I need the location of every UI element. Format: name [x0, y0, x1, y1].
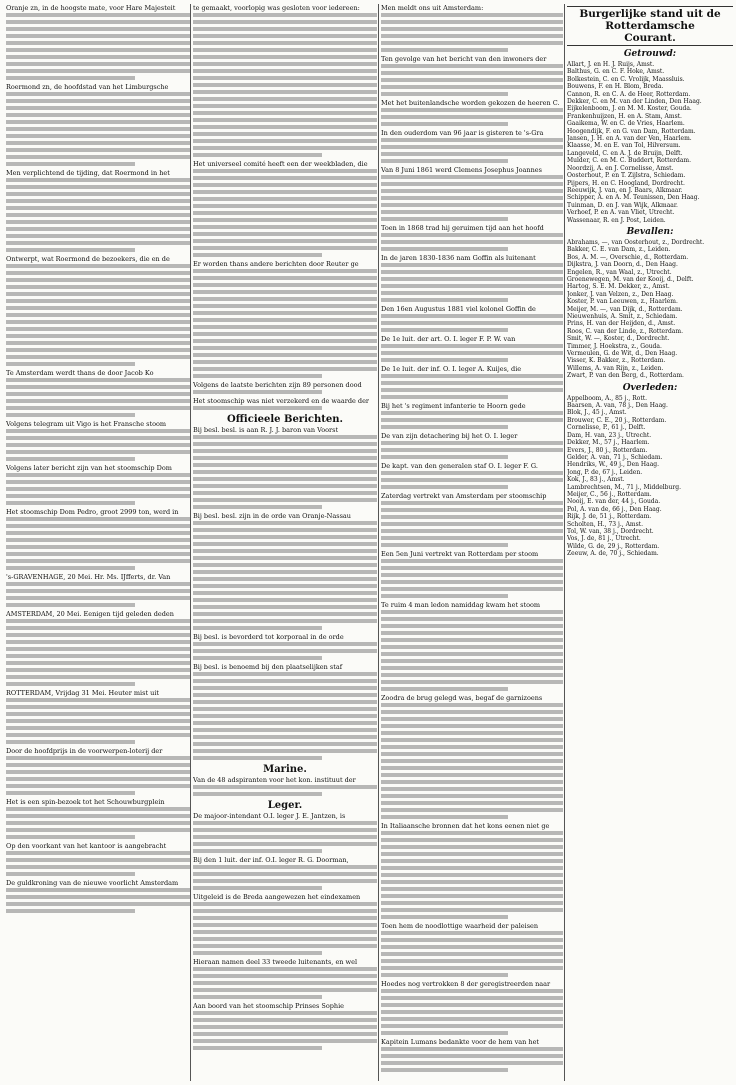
article-lead: Roermond zn, de hoofdstad van het Limburgsche: [6, 83, 169, 91]
registry-entry: Wilde, G. de, 29 j., Rotterdam.: [567, 542, 660, 550]
registry-entry: Eijkelenboom, J. en M. M. Koster, Gouda.: [567, 105, 692, 113]
registry-entry: Scholten, H., 73 j., Amst.: [567, 520, 644, 528]
text-lines: [6, 851, 190, 876]
registry-entry: Appelboom, A., 85 j., Rott.: [567, 394, 648, 402]
registry-masthead: [567, 6, 733, 46]
registry-section-title: Overleden:: [622, 382, 678, 393]
article-lead: Ten gevolge van het bericht van den inwoners der: [381, 55, 547, 63]
article-lead: Het stoomschip was niet verzekerd en de waarde der: [193, 397, 370, 405]
registry-entry: Noordzij, A. en J. Cornelisse, Amst.: [567, 164, 674, 172]
article-lead: Bij besl. is benoemd bij den plaatselijken staf: [193, 663, 343, 671]
registry-entry: Oosterhout, P. en T. Zijlstra, Schiedam.: [567, 172, 686, 180]
registry-entry: Nieuwenhuis, A. Smit, z., Schiedam.: [567, 313, 678, 320]
article-lead: Van de 48 adspiranten voor het kon. instituut der: [193, 776, 356, 784]
article-lead: Zoodra de brug gelegd was, begaf de garnizoens: [381, 694, 543, 702]
article-lead: Met het buitenlandsche worden gekozen de heeren C.: [381, 99, 560, 107]
article-lead: Zaterdag vertrekt van Amsterdam per stoomschip: [381, 492, 547, 500]
registry-entry: Visser, K. Bakker, z., Rotterdam.: [567, 357, 666, 365]
registry-entry: Engelen, R., van Waal, z., Utrecht.: [567, 268, 672, 276]
column-3: [381, 4, 563, 1081]
article-lead: Volgens telegram uit Vigo is het Fransche stoom: [6, 420, 167, 428]
text-lines: [193, 269, 377, 378]
column-4-civil-registry: [567, 4, 733, 1081]
column-rule: [190, 4, 191, 1081]
text-lines: [193, 785, 377, 796]
registry-entry: Dam, H. van, 23 j., Utrecht.: [567, 431, 652, 439]
text-lines: [381, 233, 563, 251]
article-lead: Aan boord van het stoomschip Prinses Sophie: [193, 1002, 345, 1010]
registry-entry: Meijer, C., 56 j., Rotterdam.: [567, 490, 652, 498]
text-lines: [6, 619, 190, 686]
text-lines: [193, 521, 377, 630]
text-lines: [6, 807, 190, 839]
article-lead: De 1e luit. der art. O. I. leger F. P. W. van: [381, 335, 516, 343]
registry-entry: Frankenhuijzen, H. en A. Stam, Amst.: [567, 112, 682, 120]
article-lead: Bij besl. besl. zijn in de orde van Oranje-Nassau: [193, 512, 351, 520]
registry-entry: Mulder, C. en M. C. Buddert, Rotterdam.: [567, 157, 691, 165]
text-lines: [381, 931, 563, 977]
article-lead: De kapt. van den generalen staf O. I. leger F. G.: [381, 462, 538, 470]
article-lead: Bij den 1 luit. der inf. O.I. leger R. G. Doorman,: [193, 856, 349, 864]
article-lead: Te Amsterdam werdt thans de door Jacob Ko: [6, 369, 154, 377]
text-lines: [381, 441, 563, 459]
text-lines: [193, 642, 377, 660]
text-lines: [381, 374, 563, 399]
registry-entry: Jonker, J. van Velzen, z., Den Haag.: [567, 290, 674, 298]
article-lead: Te ruim 4 man ledon namiddag kwam het stoom: [381, 601, 541, 609]
registry-entry: Dekker, C. en M. van der Linden, Den Haag.: [567, 98, 702, 106]
registry-entry: Willems, A. van Rijn, z., Leiden.: [567, 364, 664, 372]
text-lines: [193, 390, 377, 394]
text-lines: [381, 138, 563, 163]
masthead-line: Courant.: [624, 32, 676, 44]
article-lead: Uitgeleid is de Breda aangewezen het eindexamen: [193, 893, 361, 901]
registry-entry: Nooij, E. van der, 44 j., Gouda.: [567, 498, 661, 506]
registry-entry: Koster, P. van Leeuwen, z., Haarlem.: [567, 298, 678, 306]
registry-entry: Kok, J., 83 j., Amst.: [567, 476, 625, 484]
registry-entry: Allart, J. en H. J. Ruijs, Amst.: [567, 61, 655, 68]
text-lines: [193, 169, 377, 257]
registry-entry: Balthus, G. en C. F. Hoke, Amst.: [567, 68, 665, 76]
article-lead: In Italiaansche bronnen dat het kons eenen niet ge: [381, 822, 550, 830]
registry-entry: Tuinman, D. en J. van Wijk, Alkmaar.: [567, 201, 678, 209]
article-lead: Het universeel comité heeft een der weekbladen, die: [193, 160, 368, 168]
registry-entry: Blok, J., 45 j., Amst.: [567, 409, 627, 417]
registry-entry: Dijkstra, J. van Doorn, d., Den Haag.: [567, 261, 678, 269]
text-lines: [381, 64, 563, 96]
text-lines: [6, 582, 190, 607]
text-lines: [381, 344, 563, 362]
masthead-line: Burgerlijke stand uit de Rotterdamsche: [579, 8, 721, 32]
text-lines: [381, 471, 563, 489]
text-lines: [381, 263, 563, 302]
text-lines: [193, 672, 377, 760]
registry-entry: Prins, H. van der Heijden, d., Amst.: [567, 320, 676, 328]
registry-entry: Vermeulen, G. de Wit, d., Den Haag.: [567, 350, 678, 358]
registry-entry: Bakker, C. E. van Dam, z., Leiden.: [567, 246, 671, 254]
article-lead: Bij het 's regiment infanterie te Hoorn gede: [381, 402, 526, 410]
registry-entry: Cannon, R. en C. A. de Heer, Rotterdam.: [567, 90, 691, 98]
article-lead: Er worden thans andere berichten door Reuter ge: [193, 260, 359, 268]
article-lead: Kapitein Lumans bedankte voor de hem van het: [381, 1038, 540, 1046]
registry-entry: Hendriks, W., 49 j., Den Haag.: [567, 461, 660, 469]
article-lead: te gemaakt, voorlopig was gesloten voor iedereen:: [193, 4, 360, 12]
registry-entry: Tol, W. van, 38 j., Dordrecht.: [567, 527, 654, 535]
article-lead: AMSTERDAM, 20 Mei. Eenigen tijd geleden deden: [6, 610, 174, 618]
registry-section-title: Getrouwd:: [623, 49, 677, 59]
article-lead: In den ouderdom van 96 jaar is gisteren te 's-Gra: [381, 129, 544, 137]
text-lines: [193, 1011, 377, 1050]
registry-entry: Rijk, J. de, 51 j., Rotterdam.: [567, 513, 652, 521]
registry-entry: Gaaikema, W. en C. de Vries, Haarlem.: [567, 120, 685, 128]
registry-entry: Hartog, S. E. M. Dekker, z., Amst.: [567, 283, 670, 291]
registry-entry: Bouwens, F. en H. Blom, Breda.: [567, 83, 664, 91]
article-lead: 's-GRAVENHAGE, 20 Mei. Hr. Ms. IJfferts, dr. Van: [6, 573, 171, 581]
text-lines: [381, 1047, 563, 1072]
registry-entry: Smit, W. —, Koster, d., Dordrecht.: [567, 335, 670, 343]
text-lines: [381, 559, 563, 598]
registry-entry: Groenewegen, M. van der Kooij, d., Delft.: [567, 275, 694, 283]
article-lead: Door de hoofdprijs in de voorwerpen-loterij der: [6, 747, 163, 755]
article-lead: Toen hem de noodlottige waarheid der paleisen: [381, 922, 539, 930]
article-lead: Hieraan namen deel 33 tweede luitenants, en wel: [193, 958, 358, 966]
text-lines: [193, 406, 377, 410]
registry-entry: Jong, P. de, 67 j., Leiden.: [567, 468, 643, 476]
column-rule: [378, 4, 379, 1081]
registry-entry: Zeeuw, A. de, 70 j., Schiedam.: [567, 550, 659, 558]
text-lines: [193, 902, 377, 955]
article-lead: Een 5en Juni vertrekt van Rotterdam per stoom: [381, 550, 539, 558]
article-lead: Oranje zn, in de hoogste mate, voor Hare Majesteit: [6, 4, 176, 12]
registry-entry: Vos, J. de, 81 j., Utrecht.: [567, 535, 641, 543]
article-lead: Men meldt ons uit Amsterdam:: [381, 4, 484, 12]
text-lines: [381, 831, 563, 919]
text-lines: [193, 435, 377, 509]
registry-entry: Brouwer, C. E., 20 j., Rotterdam.: [567, 416, 667, 424]
text-lines: [6, 92, 190, 166]
section-heading: Leger.: [267, 800, 303, 811]
text-lines: [193, 821, 377, 853]
article-lead: Men verplichtend de tijding, dat Roermond in het: [6, 169, 170, 177]
registry-entry: Langeveld, C. en A. J. de Bruijn, Delft.: [567, 149, 683, 157]
article-lead: ROTTERDAM, Vrijdag 31 Mei. Heuter mist uit: [6, 689, 160, 697]
article-lead: Volgens de laatste berichten zijn 89 personen dood: [193, 381, 362, 389]
text-lines: [6, 378, 190, 417]
article-lead: Op den voorkant van het kantoor is aangebracht: [6, 842, 167, 850]
text-lines: [193, 967, 377, 999]
text-lines: [381, 411, 563, 429]
text-lines: [6, 13, 190, 80]
text-lines: [381, 108, 563, 126]
registry-entry: Evers, J., 80 j., Rotterdam.: [567, 446, 648, 454]
article-lead: De 1e luit. der inf. O. I. leger A. Kuijes, die: [381, 365, 522, 373]
column-2: [193, 4, 377, 1081]
registry-entry: Jansen, J. H. en A. van der Ven, Haarlem.: [567, 135, 692, 143]
article-lead: In de jaren 1830-1836 nam Goffin als luitenant: [381, 254, 536, 262]
registry-entry: Roos, C. van der Linde, z., Rotterdam.: [567, 327, 683, 335]
registry-entry: Reeuwijk, J. van, en J. Baars, Alkmaar.: [567, 186, 683, 194]
article-lead: De majoor-intendant O.I. leger J. E. Jantzen, is: [193, 812, 346, 820]
article-lead: Het is een spin-bezoek tot het Schouwburgplein: [6, 798, 165, 806]
registry-entry: Pol, A. van de, 66 j., Den Haag.: [567, 505, 662, 513]
text-lines: [6, 473, 190, 505]
text-lines: [193, 865, 377, 890]
text-lines: [6, 517, 190, 570]
registry-entry: Baarsen, A. van, 78 j., Den Haag.: [567, 402, 668, 410]
registry-entry: Bos, A. M. —, Overschie, d., Rotterdam.: [567, 253, 689, 261]
registry-entry: Cornelisse, P., 61 j., Delft.: [567, 424, 646, 432]
text-lines: [381, 703, 563, 819]
registry-entry: Schipper, A. en A. M. Teunissen, Den Haag.: [567, 194, 700, 202]
article-lead: Toen in 1868 trad hij geruimen tijd aan het hoofd: [381, 224, 544, 232]
registry-entry: Bolkestein, C. en C. Vrolijk, Maassluis.: [567, 75, 685, 83]
registry-entry: Wassenaar, R. en J. Post, Leiden.: [567, 216, 666, 224]
column-1: [6, 4, 190, 1081]
text-lines: [6, 888, 190, 913]
text-lines: [6, 264, 190, 366]
text-lines: [6, 756, 190, 795]
article-lead: Van 8 Juni 1861 werd Clemens Josephus Joannes: [381, 166, 542, 174]
column-rule: [564, 4, 565, 1081]
text-lines: [193, 13, 377, 157]
registry-entry: Pijpers, H. en C. Hoogland, Dordrecht.: [567, 179, 685, 187]
article-lead: Bij besl. besl. is aan R. J. J. baron van Voorst: [193, 426, 339, 434]
text-lines: [381, 989, 563, 1035]
registry-section-title: Bevallen:: [626, 226, 674, 237]
text-lines: [6, 429, 190, 461]
text-lines: [381, 13, 563, 52]
registry-entry: Klaasse, M. en E. van Tol, Hilversum.: [567, 142, 681, 150]
registry-entry: Hoogendijk, F. en G. van Dam, Rotterdam.: [567, 127, 696, 135]
article-lead: Bij besl. is bevorderd tot korporaal in de orde: [193, 633, 344, 641]
article-lead: Ontwerpt, wat Roermond de bezoekers, die en de: [6, 255, 170, 263]
text-lines: [381, 175, 563, 221]
registry-entry: Verhoef, P. en A. van Vliet, Utrecht.: [567, 209, 675, 217]
article-lead: Den 16en Augustus 1881 viel kolonel Goffin de: [381, 305, 536, 313]
registry-entry: Dekker, M., 57 j., Haarlem.: [567, 439, 650, 447]
text-lines: [381, 610, 563, 691]
article-lead: Volgens later bericht zijn van het stoomschip Dom: [6, 464, 172, 472]
registry-entry: Timmer, J. Hoekstra, z., Gouda.: [567, 342, 662, 350]
text-lines: [381, 501, 563, 547]
registry-entry: Zwart, P. van den Berg, d., Rotterdam.: [567, 372, 684, 380]
text-lines: [381, 314, 563, 332]
text-lines: [6, 698, 190, 744]
article-lead: De van zijn detachering bij het O. I. leger: [381, 432, 518, 440]
registry-entry: Gelder, A. van, 71 j., Schiedam.: [567, 453, 663, 461]
registry-entry: Abrahams, —, van Oosterhout, z., Dordrecht.: [567, 238, 705, 246]
section-heading: Marine.: [263, 764, 307, 775]
article-lead: De guldkroning van de nieuwe voorlicht Amsterdam: [6, 879, 179, 887]
registry-entry: Meijer, M. —, van Dijk, d., Rotterdam.: [567, 305, 683, 313]
article-lead: Hoedes nog vertrokken 8 der geregistreerden naar: [381, 980, 551, 988]
registry-entry: Lambrechtsen, M., 71 j., Middelburg.: [567, 483, 681, 491]
text-lines: [6, 178, 190, 252]
article-lead: Het stoomschip Dom Pedro, groot 2999 ton, werd in: [6, 508, 179, 516]
section-heading: Officieele Berichten.: [227, 414, 343, 425]
